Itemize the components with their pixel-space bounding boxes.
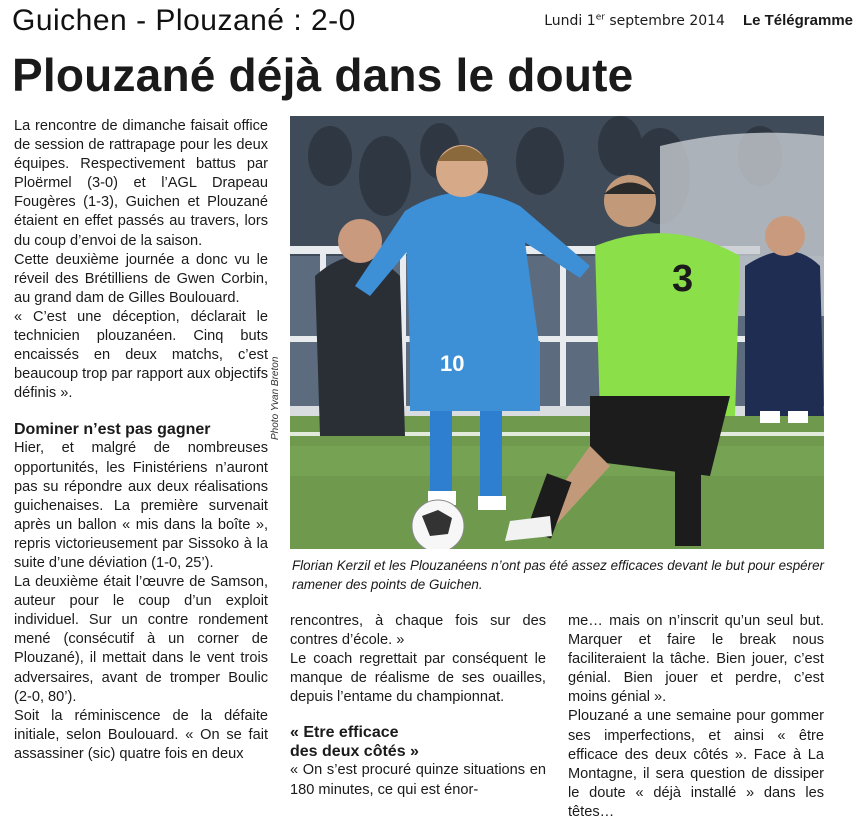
subheading: Dominer n’est pas gagner (14, 421, 211, 439)
headline: Plouzané déjà dans le doute (12, 49, 634, 101)
paragraph: La deuxième était l’œuvre de Samson, auteur pour le coup d’un exploit individuel. Sur un contre rondement mené (consécutif à un corner de Plouzané), il mettait dans le vent trois adversaires, avant de tromper Boulic (2-0, 80’). (14, 574, 268, 705)
paragraph: Cette deuxième journée a donc vu le réveil des Brétilliens de Gwen Corbin, au grand dam de Gilles Boulouard. (14, 251, 268, 306)
match-kicker: Guichen - Plouzané : 2-0 (12, 4, 356, 37)
paragraph: « C’est une déception, déclarait le technicien plouzanéen. Cinq buts encaissés en deux matchs, c’est beaucoup trop par rapport aux objectifs définis ». (14, 308, 268, 402)
article-column-2 (290, 612, 546, 800)
publication-name: Le Télégramme (742, 12, 853, 29)
player-number-front: 10 (440, 351, 465, 376)
paragraph: La rencontre de dimanche faisait office de session de rattrapage pour les deux équipes. Respectivement battus par Ploërmel (3-0) et l’AGL Drapeau Fougères (1-3), Guichen et Plouzané étaient en effet passés au travers, lors du coup d’envoi de la saison. (14, 118, 268, 249)
paragraph: Hier, et malgré de nombreuses opportunités, les Finistériens n’auront pas su répondre aux deux réalisations guichenaises. La première survenait après un ballon « mis dans la boîte », repris victorieusement par Sissoko à la suite d’une déviation (1-0, 25’). (14, 440, 268, 571)
paragraph: me… mais on n’inscrit qu’un seul but. Marquer et faire le break nous faciliteraient la tâche. Bien jouer, c’est génial. Bien jouer et perdre, c’est moins génial ». (568, 613, 824, 706)
photo-caption: Florian Kerzil et les Plouzanéens n’ont pas été assez efficaces devant le but pour espérer ramener des points de Guichen. (292, 558, 824, 592)
subheading: « Etre efficace des deux côtés » (290, 724, 419, 761)
publication-date: Lundi 1er septembre 2014 (544, 12, 725, 29)
article-column-1 (14, 117, 268, 764)
paragraph: Le coach regrettait par conséquent le manque de réalisme de ses ouailles, depuis l’entame du championnat. (290, 651, 546, 706)
player-number-back: 3 (672, 258, 694, 300)
dateline (544, 12, 853, 29)
photo-credit: Photo Yvan Breton (270, 356, 281, 440)
paragraph: Soit la réminiscence de la défaite initiale, selon Boulouard. « On se fait assassiner (sic) quatre fois en deux (14, 707, 268, 762)
match-photo-illustration (290, 116, 824, 549)
paragraph: Plouzané a une semaine pour gommer ses imperfections, et ainsi « être efficace des deux côtés ». Face à La Montagne, il sera question de dissiper le doute « déjà installé » dans les têtes… (568, 708, 824, 820)
paragraph: « On s’est procuré quinze situations en 180 minutes, ce qui est énor- (290, 762, 546, 798)
article-column-3 (568, 612, 824, 822)
paragraph: rencontres, à chaque fois sur des contres d’école. » (290, 613, 546, 649)
match-photo (290, 116, 824, 549)
